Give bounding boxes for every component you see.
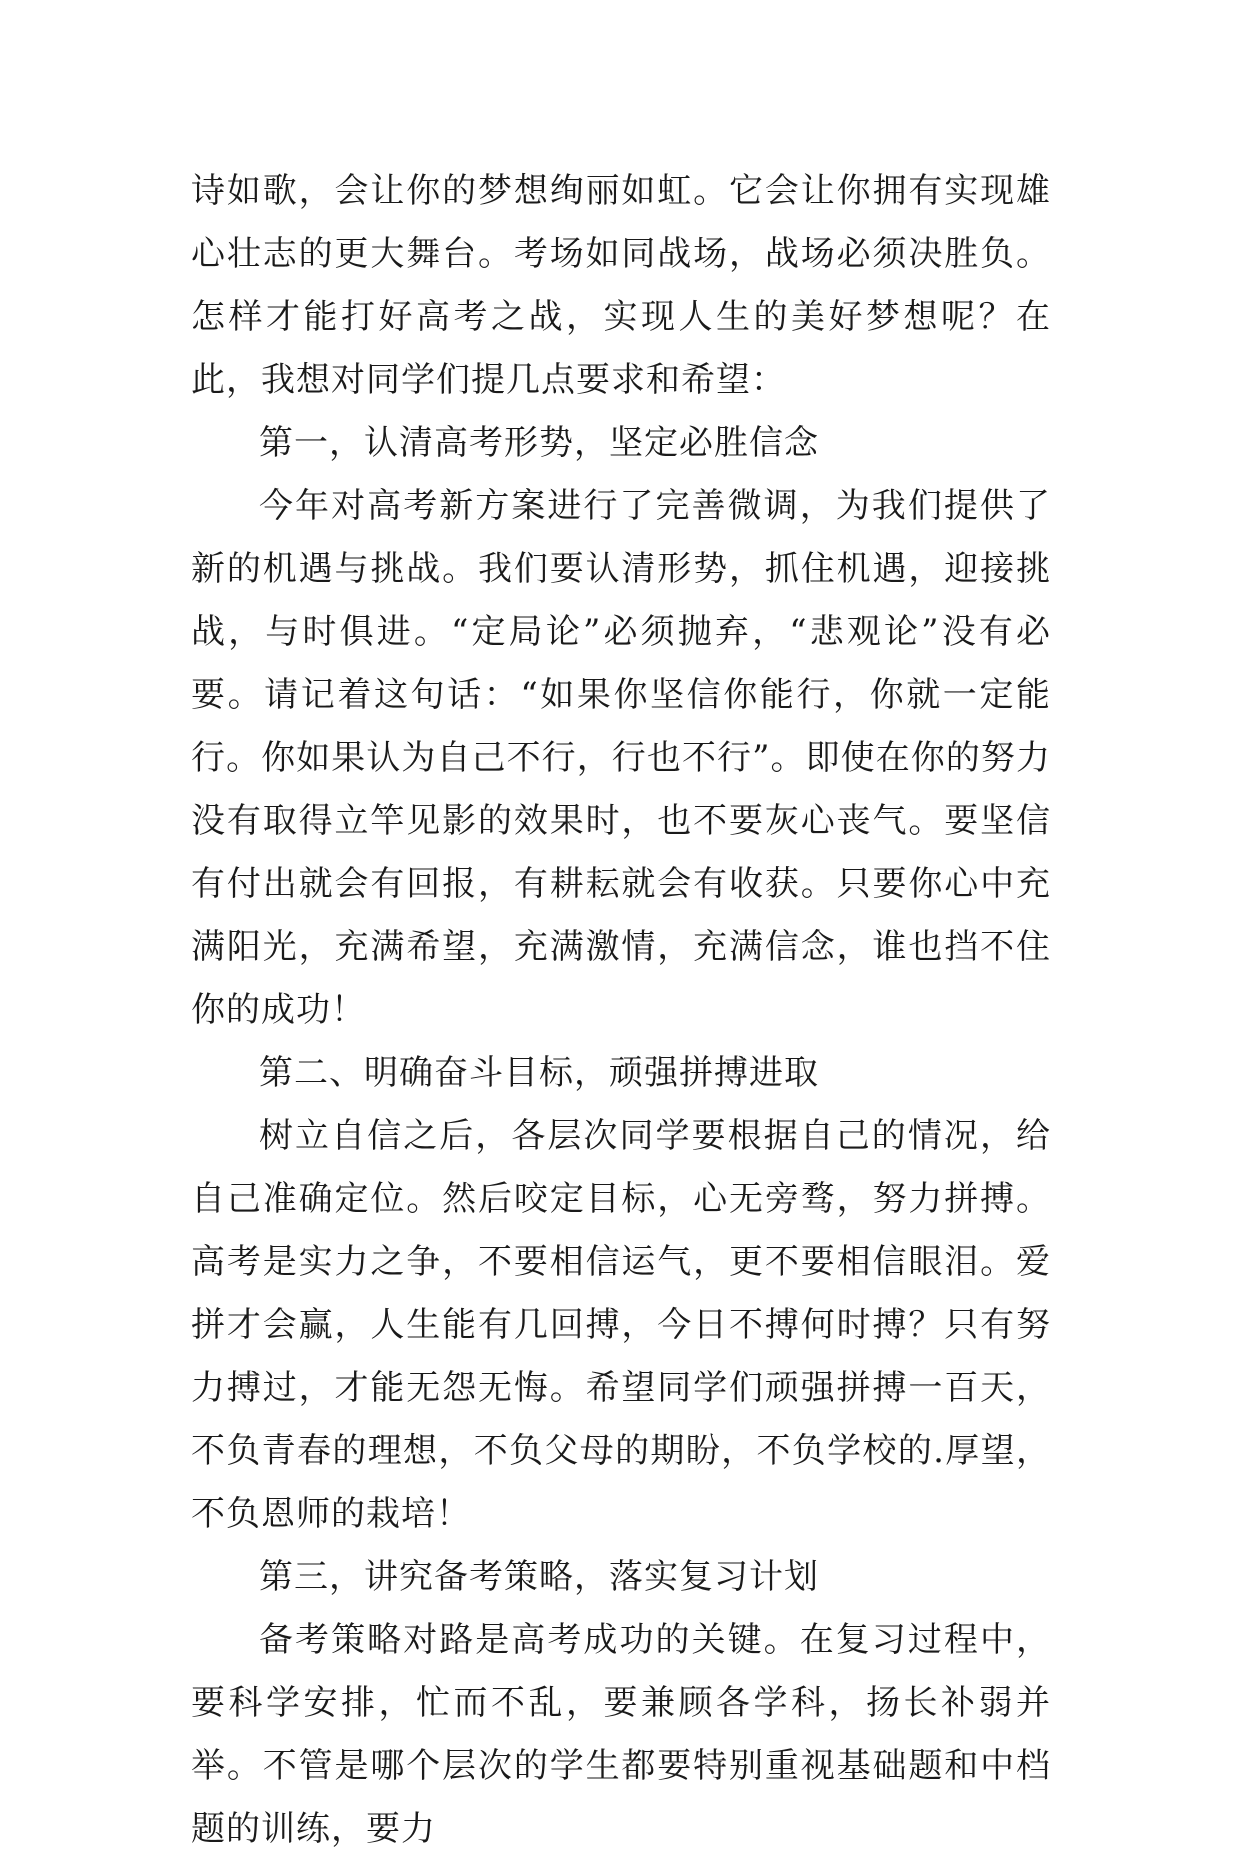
section-heading-3: 第三，讲究备考策略，落实复习计划 <box>259 1557 819 1597</box>
section-heading-2: 第二、明确奋斗目标，顽强拼搏进取 <box>259 1053 819 1093</box>
paragraph-section-3: 备考策略对路是高考成功的关键。在复习过程中，要科学安排，忙而不乱，要兼顾各学科，扬长补弱并举。不管是哪个层次的学生都要特别重视基础题和中档题的训练，要力 <box>191 1620 1051 1849</box>
document-body <box>191 160 1051 1861</box>
paragraph-intro: 诗如歌，会让你的梦想绚丽如虹。它会让你拥有实现雄心壮志的更大舞台。考场如同战场，战场必须决胜负。怎样才能打好高考之战，实现人生的美好梦想呢？在此，我想对同学们提几点要求和希望： <box>191 171 1051 400</box>
paragraph-section-1: 今年对高考新方案进行了完善微调，为我们提供了新的机遇与挑战。我们要认清形势，抓住机遇，迎接挑战，与时俱进。“定局论”必须抛弃，“悲观论”没有必要。请记着这句话：“如果你坚信你能行，你就一定能行。你如果认为自己不行，行也不行”。即使在你的努力没有取得立竿见影的效果时，也不要灰心丧气。要坚信有付出就会有回报，有耕耘就会有收获。只要你心中充满阳光，充满希望，充满激情，充满信念，谁也挡不住你的成功！ <box>191 486 1051 1030</box>
section-heading-1: 第一，认清高考形势，坚定必胜信念 <box>259 423 819 463</box>
paragraph-section-2: 树立自信之后，各层次同学要根据自己的情况，给自己准确定位。然后咬定目标，心无旁骛，努力拼搏。高考是实力之争，不要相信运气，更不要相信眼泪。爱拼才会赢，人生能有几回搏，今日不搏何时搏？只有努力搏过，才能无怨无悔。希望同学们顽强拼搏一百天，不负青春的理想，不负父母的期盼，不负学校的.厚望，不负恩师的栽培！ <box>191 1116 1051 1534</box>
